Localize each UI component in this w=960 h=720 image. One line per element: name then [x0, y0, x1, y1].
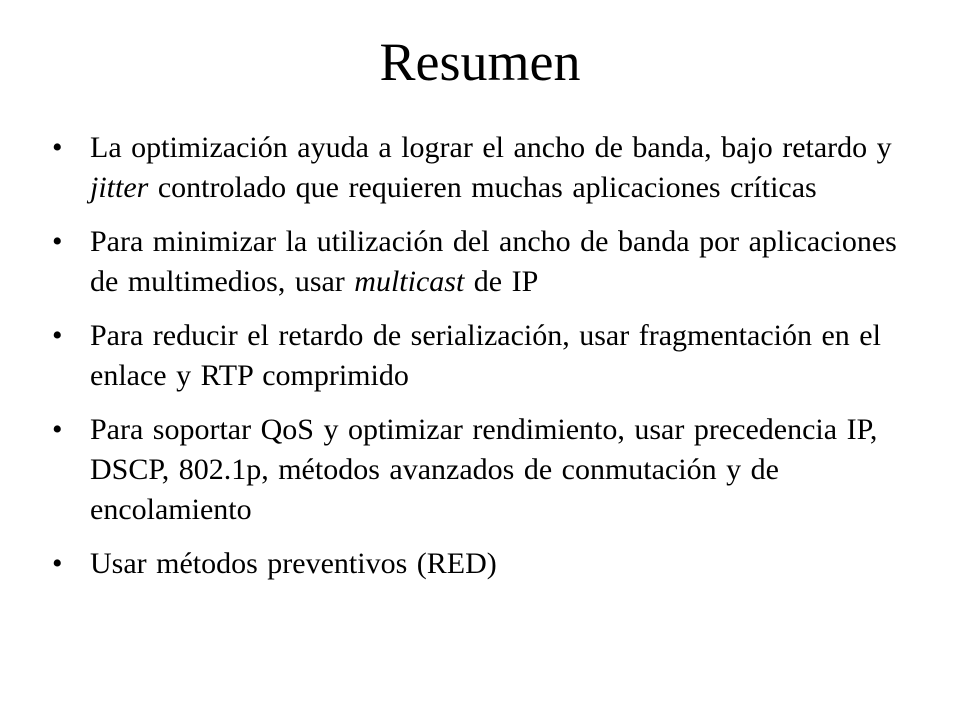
bullet-item: [52, 222, 932, 302]
bullet-item: [52, 544, 932, 584]
bullet-dot: •: [52, 319, 63, 352]
bullet-text-segment: de IP: [464, 265, 539, 298]
bullet-item: [52, 410, 932, 530]
italic-term: multicast: [354, 265, 465, 298]
bullet-dot: •: [52, 131, 63, 164]
bullet-dot: •: [52, 413, 63, 446]
italic-term: jitter: [90, 171, 149, 204]
bullet-text-segment: Usar métodos preventivos (RED): [90, 547, 497, 580]
bullet-text-segment: controlado que requieren muchas aplicaciones críticas: [148, 171, 817, 204]
bullet-text-segment: Para reducir el retardo de serialización, usar fragmentación en el enlace y RTP comprimido: [90, 319, 881, 392]
bullet-item: [52, 128, 932, 208]
bullet-text-segment: Para minimizar la utilización del ancho de banda por aplicaciones de multimedios, usar: [90, 225, 897, 298]
slide-title: Resumen: [379, 32, 581, 92]
bullet-item: [52, 316, 932, 396]
bullet-text-segment: Para soportar QoS y optimizar rendimiento, usar precedencia IP, DSCP, 802.1p, métodos avanzados de conmutación y de encolamiento: [90, 413, 878, 526]
bullet-dot: •: [52, 547, 63, 580]
bullet-dot: •: [52, 225, 63, 258]
bullet-list: [52, 128, 932, 598]
bullet-text-segment: La optimización ayuda a lograr el ancho de banda, bajo retardo y: [90, 131, 892, 164]
